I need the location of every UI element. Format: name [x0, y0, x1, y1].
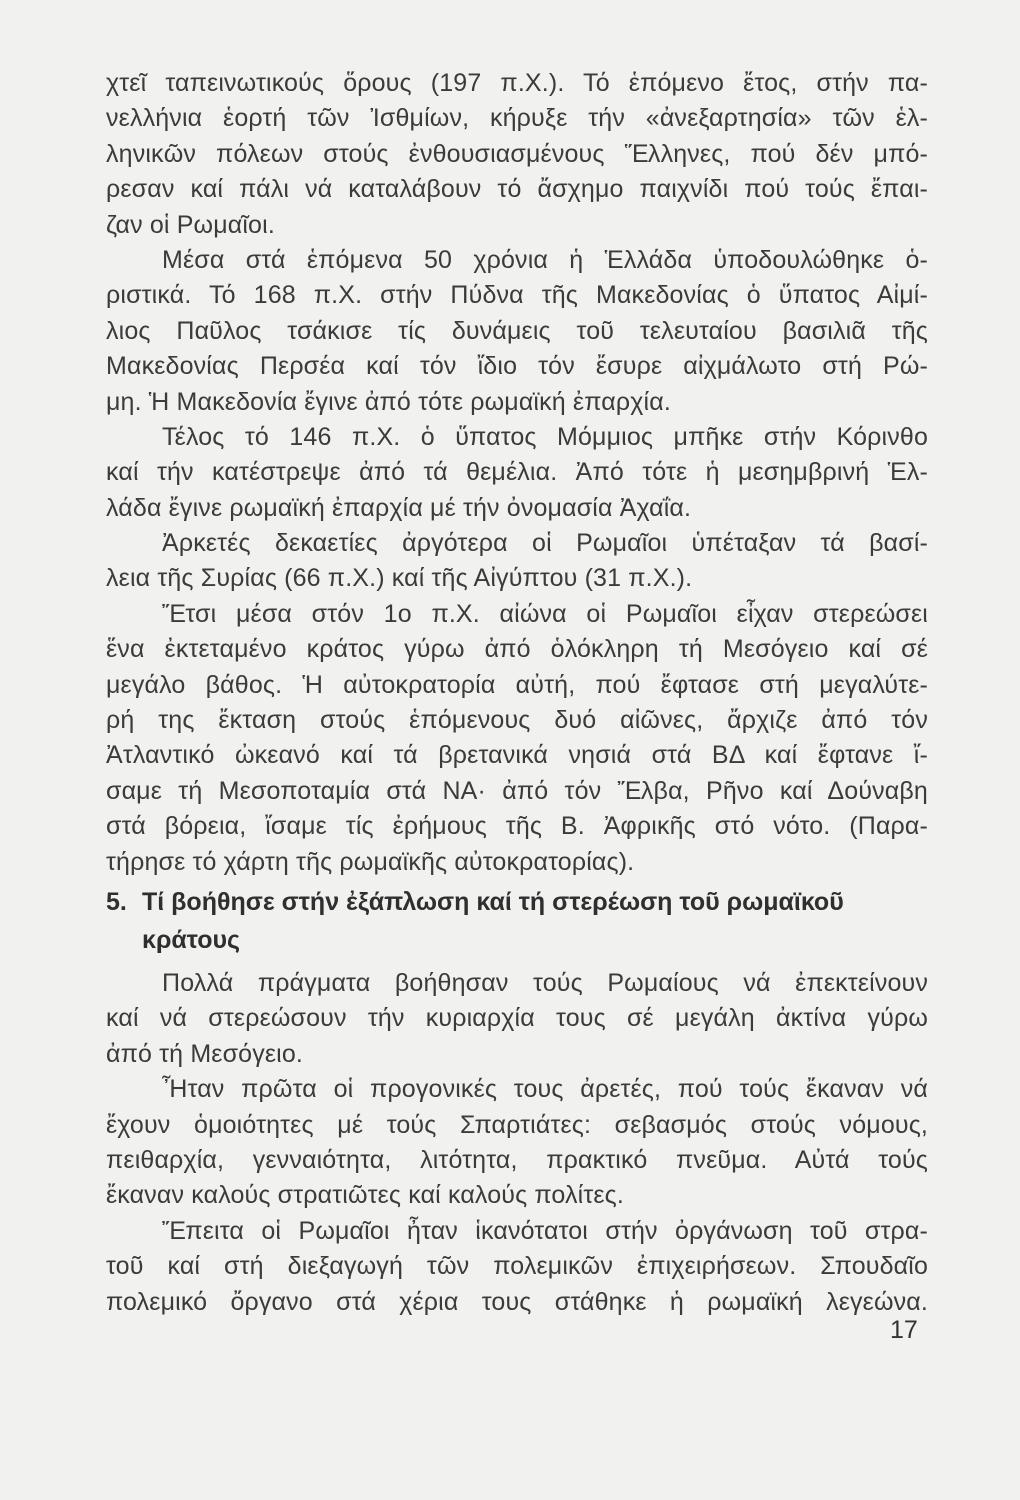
text-line: ἀπό τή Μεσόγειο. — [106, 1039, 304, 1068]
text-line: Ἦταν πρῶτα οἱ προγονικές τους ἀρετές, πού τούς ἔκαναν νά — [162, 1075, 928, 1104]
text-line: ρεσαν καί πάλι νά καταλάβουν τό ἄσχημο παιχνίδι πού τούς ἔπαι- — [106, 175, 928, 204]
text-line: ἔκαναν καλούς στρατιῶτες καί καλούς πολίτες. — [106, 1181, 624, 1210]
page-number: 17 — [890, 1316, 918, 1344]
text-line: ζαν οἱ Ρωμαῖοι. — [106, 210, 275, 239]
text-line: μεγάλο βάθος. Ἡ αὐτοκρατορία αὐτή, πού ἔφτασε στή μεγαλύτε- — [106, 670, 928, 699]
text-line: τοῦ καί στή διεξαγωγή τῶν πολεμικῶν ἐπιχειρήσεων. Σπουδαῖο — [106, 1252, 928, 1281]
text-line: στά βόρεια, ἴσαμε τίς ἐρήμους τῆς Β. Ἀφρικῆς στό νότο. (Παρα- — [106, 812, 928, 841]
text-line: Τέλος τό 146 π.Χ. ὁ ὕπατος Μόμμιος μπῆκε στήν Κόρινθο — [162, 422, 928, 451]
text-line: πειθαρχία, γενναιότητα, λιτότητα, πρακτικό πνεῦμα. Αὐτά τούς — [106, 1145, 928, 1174]
section-title-line-2: κράτους — [142, 926, 241, 954]
text-line: Ἔπειτα οἱ Ρωμαῖοι ἦταν ἱκανότατοι στήν ὀργάνωση τοῦ στρα- — [162, 1216, 928, 1245]
section-number: 5. — [106, 888, 127, 916]
text-line: χτεῖ ταπεινωτικούς ὅρους (197 π.Χ.). Τό ἑπόμενο ἔτος, στήν πα- — [106, 69, 928, 97]
text-line: νελλήνια ἑορτή τῶν Ἰσθμίων, κήρυξε τήν «ἀνεξαρτησία» τῶν ἑλ- — [106, 104, 928, 133]
section-title-line-1: Τί βοήθησε στήν ἐξάπλωση καί τή στερέωση τοῦ ρωμαϊκοῦ — [142, 888, 844, 916]
text-line: λεια τῆς Συρίας (66 π.Χ.) καί τῆς Αἰγύπτου (31 π.Χ.). — [106, 564, 693, 593]
text-line: Πολλά πράγματα βοήθησαν τούς Ρωμαίους νά ἐπεκτείνουν — [162, 969, 928, 997]
text-line: πολεμικό ὄργανο στά χέρια τους στάθηκε ἡ ρωμαϊκή λεγεώνα. — [106, 1287, 928, 1316]
section-text-expansion-reasons — [106, 966, 928, 1320]
text-line: ληνικῶν πόλεων στούς ἐνθουσιασμένους Ἕλληνες, πού δέν μπό- — [106, 139, 928, 168]
section-text-roman-expansion — [106, 66, 928, 880]
text-line: καί τήν κατέστρεψε ἀπό τά θεμέλια. Ἀπό τότε ἡ μεσημβρινή Ἑλ- — [106, 458, 928, 487]
section-heading — [106, 883, 936, 959]
text-line: Ἔτσι μέσα στόν 1ο π.Χ. αἰώνα οἱ Ρωμαῖοι εἶχαν στερεώσει — [162, 599, 928, 628]
text-line: λιος Παῦλος τσάκισε τίς δυνάμεις τοῦ τελευταίου βασιλιᾶ τῆς — [106, 316, 928, 345]
text-line: τήρησε τό χάρτη τῆς ρωμαϊκῆς αὐτοκρατορίας). — [106, 847, 635, 876]
text-line: σαμε τή Μεσοποταμία στά ΝΑ· ἀπό τόν Ἔλβα, Ρῆνο καί Δούναβη — [106, 776, 928, 805]
text-line: καί νά στερεώσουν τήν κυριαρχία τους σέ μεγάλη ἀκτίνα γύρω — [106, 1004, 928, 1033]
text-line: Ἀρκετές δεκαετίες ἀργότερα οἱ Ρωμαῖοι ὑπέταξαν τά βασί- — [162, 529, 928, 558]
text-line: μη. Ἡ Μακεδονία ἔγινε ἀπό τότε ρωμαϊκή ἐπαρχία. — [106, 387, 671, 416]
text-line: ἔχουν ὁμοιότητες μέ τούς Σπαρτιάτες: σεβασμός στούς νόμους, — [106, 1110, 928, 1139]
text-line: λάδα ἔγινε ρωμαϊκή ἐπαρχία μέ τήν ὀνομασία Ἀχαΐα. — [106, 493, 692, 522]
text-line: Μέσα στά ἑπόμενα 50 χρόνια ἡ Ἑλλάδα ὑποδουλώθηκε ὁ- — [162, 245, 928, 274]
text-line: Μακεδονίας Περσέα καί τόν ἴδιο τόν ἔσυρε αἰχμάλωτο στή Ρώ- — [106, 352, 928, 381]
text-line: ριστικά. Τό 168 π.Χ. στήν Πύδνα τῆς Μακεδονίας ὁ ὕπατος Αἰμί- — [106, 281, 928, 310]
text-line: ἕνα ἐκτεταμένο κράτος γύρω ἀπό ὁλόκληρη τή Μεσόγειο καί σέ — [106, 635, 928, 664]
text-line: ρή της ἔκταση στούς ἑπόμενους δυό αἰῶνες, ἄρχιζε ἀπό τόν — [106, 706, 928, 735]
text-line: Ἀτλαντικό ὠκεανό καί τά βρετανικά νησιά στά ΒΔ καί ἔφτανε ἴ- — [106, 741, 928, 770]
